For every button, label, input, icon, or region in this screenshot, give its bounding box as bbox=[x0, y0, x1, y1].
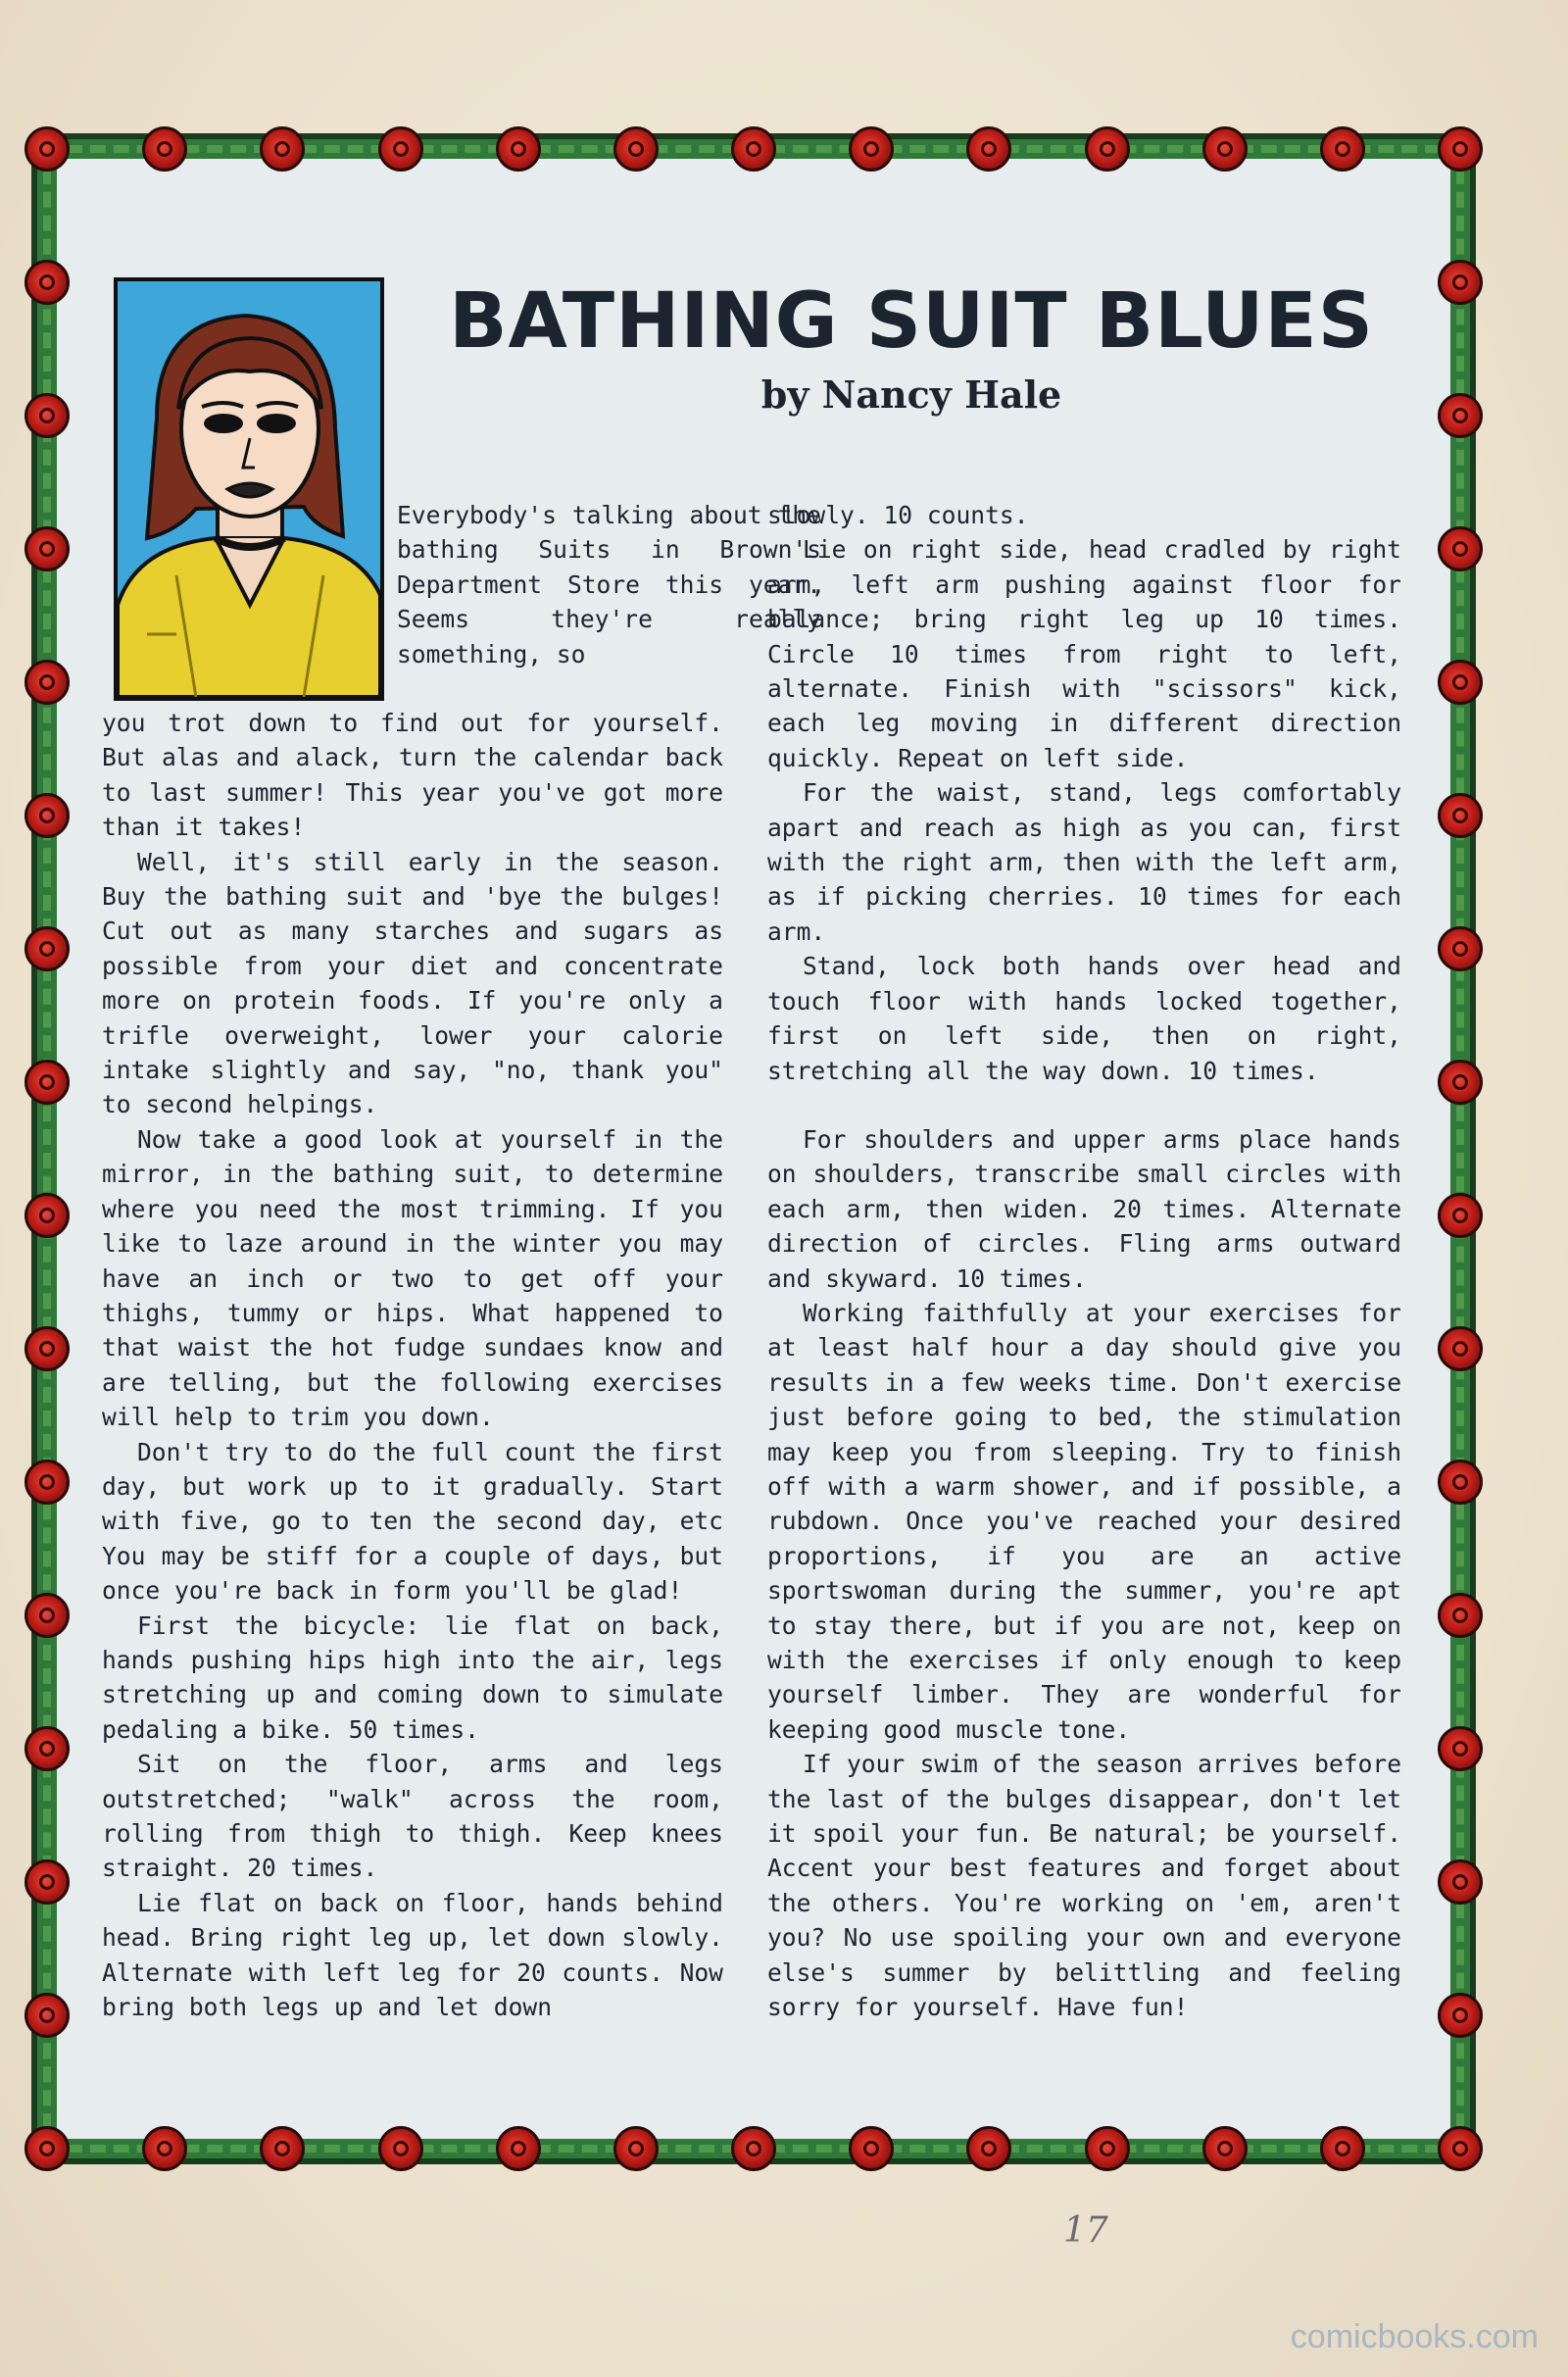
article bbox=[98, 270, 1401, 2112]
rose-ornament bbox=[24, 1859, 70, 1905]
left-column bbox=[102, 706, 723, 2024]
rose-ornament bbox=[260, 2126, 305, 2171]
rose-ornament bbox=[24, 1993, 70, 2038]
right-column bbox=[767, 498, 1401, 2024]
rose-ornament bbox=[731, 126, 776, 172]
rose-ornament bbox=[966, 2126, 1011, 2171]
rose-ornament bbox=[24, 1326, 70, 1371]
rose-ornament bbox=[496, 2126, 541, 2171]
paragraph-gap bbox=[767, 1088, 1401, 1122]
rose-ornament bbox=[1438, 2126, 1483, 2171]
portrait-drawing bbox=[118, 281, 380, 697]
paragraph: Lie on right side, head cradled by right arm, left arm pushing against floor for balance; bring right leg up 10 times. Circle 10 times from right to left, alternate. Finish with "scissors" kick, each leg moving in different direction quickly. Repeat on left side. bbox=[767, 535, 1401, 772]
rose-ornament bbox=[1202, 2126, 1248, 2171]
woman-portrait-illustration bbox=[114, 277, 384, 701]
intro-text-block bbox=[397, 498, 821, 671]
rose-ornament bbox=[1085, 126, 1130, 172]
rose-ornament bbox=[1320, 2126, 1365, 2171]
paragraph: Don't try to do the full count the first day, but work up to it gradually. Start with five, go to ten the second day, etc You may be stiff for a couple of days, but once you're back in form you'll be glad! bbox=[102, 1437, 723, 1606]
rose-ornament bbox=[378, 126, 423, 172]
rose-ornament bbox=[1202, 126, 1248, 172]
rose-ornament bbox=[1438, 1060, 1483, 1105]
rose-ornament bbox=[1438, 526, 1483, 571]
site-watermark: comicbooks.com bbox=[1290, 2318, 1539, 2355]
paragraph: If your swim of the season arrives before the last of the bulges disappear, don't let it spoil your fun. Be natural; be yourself. Accent your best features and forget about the others. You're working on 'em, aren't you? No use spoiling your own and everyone else's summer by belittling and feeling sorry for yourself. Have fun! bbox=[767, 1750, 1401, 2022]
rose-ornament bbox=[1438, 393, 1483, 438]
rose-ornament bbox=[1438, 1460, 1483, 1505]
paragraph: For shoulders and upper arms place hands on shoulders, transcribe small circles with each arm, then widen. 20 times. Alternate direction of circles. Fling arms outward and skyward. 10 times. bbox=[767, 1124, 1401, 1293]
paragraph: you trot down to find out for yourself. But alas and alack, turn the calendar back to last summer! This year you've got more than it takes! bbox=[102, 709, 723, 842]
rose-ornament bbox=[496, 126, 541, 172]
rose-ornament bbox=[1438, 926, 1483, 971]
rose-ornament bbox=[24, 393, 70, 438]
rose-ornament bbox=[613, 2126, 659, 2171]
rose-ornament bbox=[1438, 1726, 1483, 1771]
rose-ornament bbox=[1438, 793, 1483, 838]
paragraph: First the bicycle: lie flat on back, hands pushing hips high into the air, legs stretching up and coming down to simulate pedaling a bike. 50 times. bbox=[102, 1610, 723, 1744]
rose-ornament bbox=[24, 2126, 70, 2171]
rose-ornament bbox=[378, 2126, 423, 2171]
paragraph: Stand, lock both hands over head and touch floor with hands locked together, first on left side, then on right, stretching all the way down. 10 times. bbox=[767, 952, 1401, 1085]
rose-ornament bbox=[1085, 2126, 1130, 2171]
rose-ornament bbox=[24, 526, 70, 571]
rose-ornament bbox=[1438, 1193, 1483, 1238]
rose-ornament bbox=[24, 660, 70, 705]
rose-ornament bbox=[24, 126, 70, 172]
rose-ornament bbox=[1320, 126, 1365, 172]
rose-ornament bbox=[142, 2126, 187, 2171]
paragraph: Now take a good look at yourself in the mirror, in the bathing suit, to determine where you need the most trimming. If you like to laze around in the winter you may have an inch or two to get off your thighs, tummy or hips. What happened to that waist the hot fudge sundaes know and are telling, but the following exercises will help to trim you down. bbox=[102, 1124, 723, 1432]
paragraph: Working faithfully at your exercises for at least half hour a day should give you results in a few weeks time. Don't exercise just before going to bed, the stimulation may keep you from sleeping. Try to finish off with a warm shower, and if possible, a rubdown. Once you've reached your desired proportions, if you are an active sportswoman during the summer, you're apt to stay there, but if you are not, keep on with the exercises if only enough to keep yourself limber. They are wonderful for keeping good muscle tone. bbox=[767, 1298, 1401, 1744]
rose-ornament bbox=[24, 1593, 70, 1638]
paragraph: Sit on the floor, arms and legs outstretched; "walk" across the room, rolling from thigh to thigh. Keep knees straight. 20 times. bbox=[102, 1750, 723, 1883]
rose-ornament bbox=[849, 126, 894, 172]
rose-ornament bbox=[260, 126, 305, 172]
page-number: 17 bbox=[1063, 2210, 1108, 2251]
paragraph: Everybody's talking about the bathing Suits in Brown's Department Store this year. Seems they're really something, so bbox=[397, 501, 821, 669]
rose-ornament bbox=[1438, 660, 1483, 705]
paragraph: For the waist, stand, legs comfortably apart and reach as high as you can, first with the right arm, then with the left arm, as if picking cherries. 10 times for each arm. bbox=[767, 778, 1401, 946]
rose-ornament bbox=[1438, 1859, 1483, 1905]
article-byline: by Nancy Hale bbox=[760, 372, 1062, 417]
rose-ornament bbox=[1438, 260, 1483, 305]
rose-ornament bbox=[1438, 1593, 1483, 1638]
rose-ornament bbox=[1438, 1993, 1483, 2038]
rose-ornament bbox=[1438, 1326, 1483, 1371]
rose-ornament bbox=[24, 1060, 70, 1105]
paragraph: Well, it's still early in the season. Buy the bathing suit and 'bye the bulges! Cut out as many starches and sugars as possible from your diet and concentrate more on protein foods. If you're only a trifle overweight, lower your calorie intake slightly and say, "no, thank you" to second helpings. bbox=[102, 847, 723, 1119]
paragraph: slowly. 10 counts. bbox=[767, 501, 1029, 529]
rose-ornament bbox=[1438, 126, 1483, 172]
rose-ornament bbox=[849, 2126, 894, 2171]
article-title: BATHING SUIT BLUES bbox=[449, 277, 1374, 366]
rose-ornament bbox=[24, 1193, 70, 1238]
rose-ornament bbox=[24, 926, 70, 971]
rose-ornament bbox=[731, 2126, 776, 2171]
rose-ornament bbox=[24, 260, 70, 305]
rose-ornament bbox=[24, 793, 70, 838]
rose-ornament bbox=[613, 126, 659, 172]
rose-ornament bbox=[24, 1460, 70, 1505]
rose-ornament bbox=[966, 126, 1011, 172]
paragraph: Lie flat on back on floor, hands behind head. Bring right leg up, let down slowly. Alternate with left leg for 20 counts. Now bring both legs up and let down bbox=[102, 1888, 723, 2022]
rose-ornament bbox=[142, 126, 187, 172]
rose-ornament bbox=[24, 1726, 70, 1771]
